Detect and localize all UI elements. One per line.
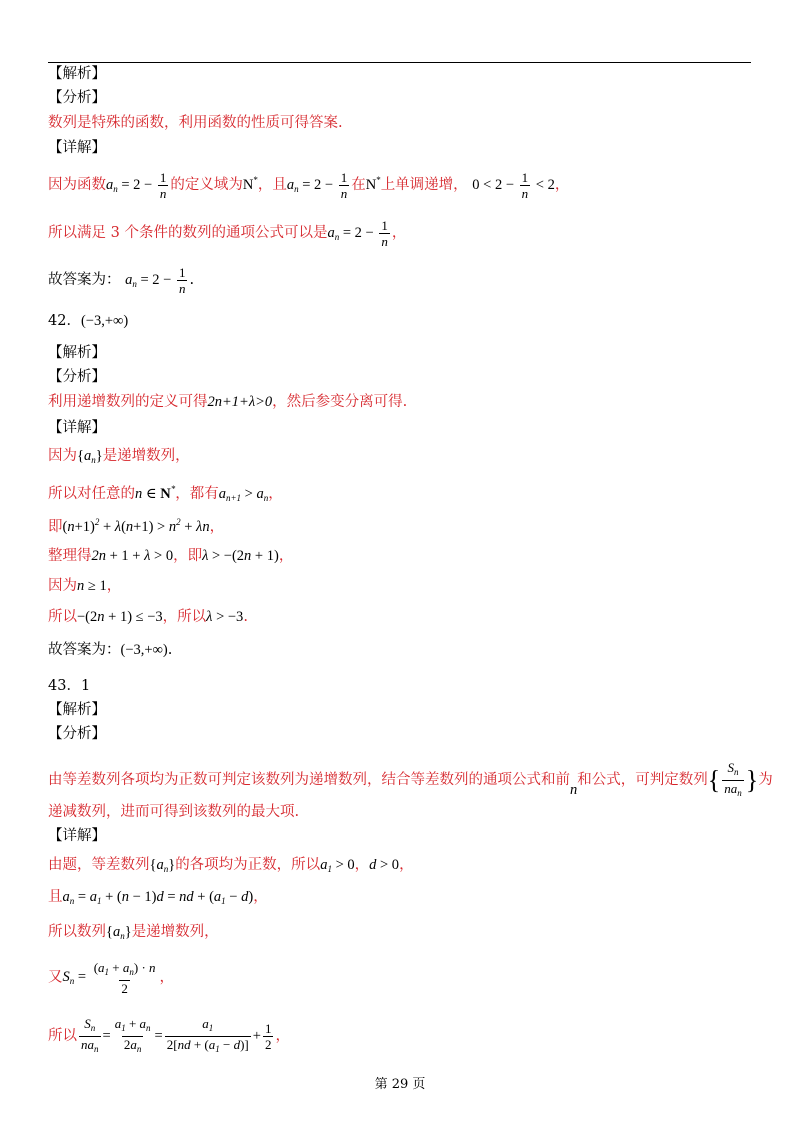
jiexi-label: 【解析】 [48, 702, 106, 718]
q42-detail-line-1: 因为$\{a_n\}$是递增数列， [48, 448, 190, 465]
fenxi-label: 【分析】 [48, 90, 106, 106]
q42-detail-line-5: 因为n ≥ 1， [48, 578, 122, 594]
q42-detail-line-6: 所以−(2n + 1) ≤ −3，所以λ > −3. [48, 609, 248, 625]
xiangjie-label: 【详解】 [48, 140, 106, 156]
q42-detail-line-3: 即$(n+1)^2 + \lambda(n+1) > n^2 + \lambda n$， [48, 517, 225, 535]
q41-detail-line-1: 因为函数$a_n = 2$ − $\frac{1}{n}$ 的定义域为N*，且$a_n = 2$ − $\frac{1}{n}$ 在N*上单调递增， 0 < 2 − $\frac{1}{n}$ < 2， [48, 170, 570, 202]
q43-analysis-line-2: 递减数列，进而可得到该数列的最大项. [48, 804, 300, 820]
q42-detail-line-4: 整理得2n + 1 + λ > 0，即λ > −(2n + 1)， [48, 548, 294, 564]
fenxi-label: 【分析】 [48, 726, 106, 742]
q42-detail-line-2: 所以对任意的n ∈ N*，都有$a_{n+1} > a_n$， [48, 484, 283, 503]
q43-heading: 43．1 [48, 678, 91, 694]
page-number: 29 [391, 1077, 409, 1092]
q43-detail-line-1: 由题，等差数列$\{a_n\}$的各项均为正数，所以$a_1 > 0$，d > 0， [48, 857, 414, 874]
q43-detail-line-5: 所以 $\frac{S_n}{na_n}$ = $\frac{a_1 + a_n}{2a_n}$ = $\frac{a_1}{2[nd + (a_1 - d)]}$ + $\frac{1}{2}$ ， [48, 1016, 290, 1057]
q42-answer-line: 故答案为：(−3,+∞). [48, 642, 173, 658]
q42-heading: 42．(−3,+∞) [48, 313, 129, 329]
xiangjie-label: 【详解】 [48, 828, 106, 844]
q41-detail-line-2: 所以满足 3 个条件的数列的通项公式可以是$a_n = 2$ − $\frac{1}{n}$ ， [48, 218, 407, 249]
q41-answer-line: 故答案为： $a_n = 2$ − $\frac{1}{n}$ . [48, 265, 195, 296]
q43-detail-line-2: 且$a_n = a_1 + (n - 1)d$ = nd + $(a_1 - d)$， [48, 889, 268, 906]
q43-detail-line-3: 所以数列$\{a_n\}$是递增数列， [48, 924, 219, 941]
xiangjie-label: 【详解】 [48, 420, 106, 436]
q43-analysis-line-1: 由等差数列各项均为正数可判定该数列为递增数列，结合等差数列的通项公式和前n和公式，可判定数列{ $\frac{S_n}{na_n}$ }为 [48, 760, 773, 801]
page-footer: 第 29 页 [374, 1077, 426, 1092]
jiexi-label: 【解析】 [48, 345, 106, 361]
q43-detail-line-4: 又$S_n$ = $\frac{(a_1 + a_n) \cdot n}{2}$ ， [48, 960, 175, 996]
q42-analysis: 利用递增数列的定义可得2n+1+λ>0，然后参变分离可得. [48, 394, 408, 410]
header-rule [48, 62, 751, 63]
jiexi-label: 【解析】 [48, 66, 106, 82]
fenxi-label: 【分析】 [48, 369, 106, 385]
q41-analysis: 数列是特殊的函数，利用函数的性质可得答案. [48, 115, 343, 131]
